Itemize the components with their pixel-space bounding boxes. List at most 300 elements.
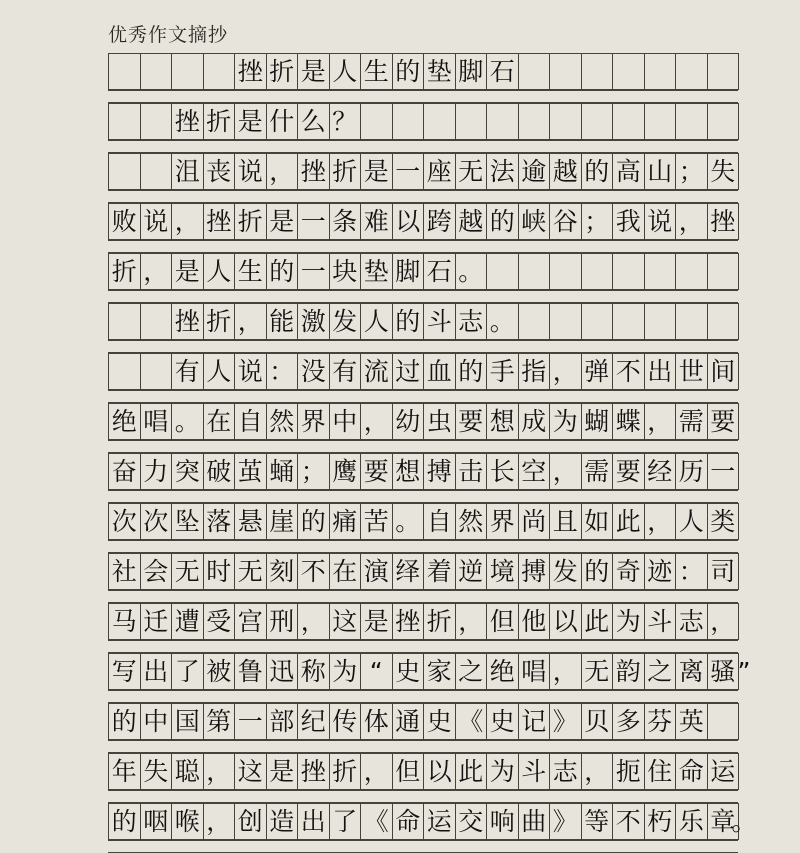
grid-row: [108, 453, 738, 503]
grid-cell: 石: [486, 53, 519, 90]
grid-cell: [108, 153, 141, 190]
grid-row: [108, 803, 757, 853]
grid-cell: 命: [392, 803, 425, 840]
grid-cell: [518, 103, 551, 140]
grid-cell: 苦: [360, 503, 393, 540]
grid-cell: 么: [297, 103, 330, 140]
grid-cell: 想: [392, 453, 425, 490]
grid-cell: 激: [297, 303, 330, 340]
grid-cell: 是: [171, 253, 204, 290]
grid-cell: ，: [644, 403, 677, 440]
grid-row: [108, 653, 751, 703]
grid-cell: 折: [203, 103, 236, 140]
grid-cell: 的: [486, 203, 519, 240]
grid-cell: 弹: [581, 353, 614, 390]
grid-cell: [203, 53, 236, 90]
grid-row: [108, 403, 738, 453]
grid-cell: 发: [329, 303, 362, 340]
grid-cell: [171, 53, 204, 90]
grid-cell: 自: [423, 503, 456, 540]
grid-cell: 多: [612, 703, 645, 740]
grid-row: [108, 53, 738, 103]
row-gap: [108, 490, 738, 503]
grid-cell: 唱: [518, 653, 551, 690]
grid-cell: 造: [266, 803, 299, 840]
grid-cell: 失: [707, 153, 740, 190]
grid-cell: 奇: [612, 553, 645, 590]
grid-cell: 》: [549, 703, 582, 740]
grid-cell: ，: [203, 753, 236, 790]
grid-cell: 要: [360, 453, 393, 490]
grid-cell: 长: [486, 453, 519, 490]
grid-cell: 界: [486, 503, 519, 540]
grid-cell: 一: [297, 203, 330, 240]
grid-cell: 唱: [140, 403, 173, 440]
grid-cell: 想: [486, 403, 519, 440]
grid-cell: 咽: [140, 803, 173, 840]
grid-cell: 无: [581, 653, 614, 690]
grid-cell: ，: [644, 503, 677, 540]
grid-cell: 的: [108, 703, 141, 740]
grid-cell: 司: [707, 553, 740, 590]
grid-cell: 无: [171, 553, 204, 590]
grid-cell: 社: [108, 553, 141, 590]
grid-cell: [675, 303, 708, 340]
grid-cell: 折: [203, 303, 236, 340]
grid-cell: 流: [360, 353, 393, 390]
grid-cell: 斗: [423, 303, 456, 340]
grid-cell: 空: [518, 453, 551, 490]
grid-cell: 是: [360, 603, 393, 640]
grid-cell: 中: [140, 703, 173, 740]
grid-cell: 着: [423, 553, 456, 590]
row-gap: [108, 790, 738, 803]
grid-cell: 指: [518, 353, 551, 390]
grid-cell: ，: [455, 603, 488, 640]
grid-cell: 被: [203, 653, 236, 690]
grid-cell: [644, 303, 677, 340]
grid-cell: 。: [171, 403, 204, 440]
grid-cell: 这: [329, 603, 362, 640]
grid-cell: ，: [234, 303, 267, 340]
grid-cell: 山: [644, 153, 677, 190]
grid-cell: [108, 53, 141, 90]
grid-cell: 。: [455, 253, 488, 290]
grid-cell: 峡: [518, 203, 551, 240]
row-gap: [108, 540, 738, 553]
grid-cell: 曲: [518, 803, 551, 840]
grid-cell: 界: [297, 403, 330, 440]
grid-cell: 经: [644, 453, 677, 490]
grid-cell: 人: [360, 303, 393, 340]
grid-row: [108, 103, 738, 153]
grid-cell: 此: [581, 603, 614, 640]
header-title: 优秀作文摘抄: [108, 24, 229, 46]
grid-cell: 人: [675, 503, 708, 540]
grid-cell: 但: [392, 753, 425, 790]
grid-cell: [140, 303, 173, 340]
grid-cell: 垫: [423, 53, 456, 90]
grid-cell: 家: [423, 653, 456, 690]
grid-cell: [581, 303, 614, 340]
grid-cell: 块: [329, 253, 362, 290]
grid-cell: 间: [707, 353, 740, 390]
grid-cell: 条: [329, 203, 362, 240]
grid-cell: [455, 103, 488, 140]
grid-cell: ；: [581, 203, 614, 240]
grid-cell: [644, 103, 677, 140]
grid-cell: 说: [644, 203, 677, 240]
grid-cell: 演: [360, 553, 393, 590]
grid-cell: 称: [297, 653, 330, 690]
grid-cell: 然: [455, 503, 488, 540]
grid-cell: 不: [297, 553, 330, 590]
grid-cell: 英: [675, 703, 708, 740]
grid-cell: ？: [329, 103, 362, 140]
grid-cell: 生: [234, 253, 267, 290]
grid-cell: 他: [518, 603, 551, 640]
grid-cell: 马: [108, 603, 141, 640]
row-gap: [108, 240, 738, 253]
grid-cell: 以: [392, 203, 425, 240]
grid-cell: 不: [612, 803, 645, 840]
grid-cell: 挫: [297, 153, 330, 190]
grid-cell: ，: [707, 603, 740, 640]
grid-cell: 受: [203, 603, 236, 640]
grid-cell: 什: [266, 103, 299, 140]
row-gap: [108, 690, 738, 703]
grid-cell: 刻: [266, 553, 299, 590]
grid-cell: 落: [203, 503, 236, 540]
grid-cell: 虫: [423, 403, 456, 440]
grid-cell: 史: [423, 703, 456, 740]
grid-cell: ，: [675, 203, 708, 240]
grid-row: [108, 153, 738, 203]
row-gap: [108, 290, 738, 303]
grid-cell: 失: [140, 753, 173, 790]
grid-cell: 出: [644, 353, 677, 390]
grid-cell: 不: [612, 353, 645, 390]
grid-cell: 创: [234, 803, 267, 840]
grid-cell: ；: [297, 453, 330, 490]
grid-cell: [108, 353, 141, 390]
grid-cell: 宫: [234, 603, 267, 640]
grid-cell: 住: [644, 753, 677, 790]
grid-cell: 了: [329, 803, 362, 840]
grid-cell: 写: [108, 653, 141, 690]
grid-cell: 手: [486, 353, 519, 390]
grid-cell: ，: [171, 203, 204, 240]
grid-cell: 崖: [266, 503, 299, 540]
grid-cell: [518, 303, 551, 340]
grid-cell: 刑: [266, 603, 299, 640]
grid-cell: [612, 53, 645, 90]
grid-row: [108, 753, 738, 803]
grid-cell: 骚: [707, 653, 740, 690]
grid-row: [108, 603, 738, 653]
grid-cell: [644, 53, 677, 90]
grid-row: [108, 353, 738, 403]
grid-cell: 为: [329, 653, 362, 690]
row-gap: [108, 440, 738, 453]
row-gap: [108, 640, 738, 653]
grid-cell: [675, 53, 708, 90]
grid-cell: 世: [675, 353, 708, 390]
grid-cell: 高: [612, 153, 645, 190]
grid-cell: 我: [612, 203, 645, 240]
grid-cell: 能: [266, 303, 299, 340]
grid-cell: [486, 253, 519, 290]
grid-cell: ：: [266, 353, 299, 390]
grid-row: [108, 303, 738, 353]
grid-cell: 章: [707, 803, 740, 840]
grid-cell: [108, 103, 141, 140]
grid-cell: 折: [108, 253, 141, 290]
grid-cell: 突: [171, 453, 204, 490]
grid-cell: 逾: [518, 153, 551, 190]
grid-cell: 法: [486, 153, 519, 190]
grid-cell: 的: [108, 803, 141, 840]
grid-cell: 一: [297, 253, 330, 290]
grid-cell: 是: [266, 753, 299, 790]
grid-cell: 会: [140, 553, 173, 590]
grid-cell: [581, 53, 614, 90]
grid-cell: ；: [675, 153, 708, 190]
grid-cell: 如: [581, 503, 614, 540]
grid-cell: 之: [455, 653, 488, 690]
grid-cell: 的: [392, 53, 425, 90]
row-gap: [108, 590, 738, 603]
grid-cell: [581, 103, 614, 140]
grid-cell: 志: [675, 603, 708, 640]
grid-cell: 挫: [203, 203, 236, 240]
grid-cell: 命: [675, 753, 708, 790]
grid-cell: 脚: [455, 53, 488, 90]
grid-cell: [612, 303, 645, 340]
grid-cell: 折: [329, 153, 362, 190]
grid-cell: 搏: [518, 553, 551, 590]
grid-cell: 。: [486, 303, 519, 340]
grid-cell: 为: [549, 403, 582, 440]
grid-cell: 迅: [266, 653, 299, 690]
grid-cell: 》: [549, 803, 582, 840]
grid-cell: 记: [518, 703, 551, 740]
grid-cell: 悬: [234, 503, 267, 540]
grid-cell: 斗: [644, 603, 677, 640]
grid-cell: 挫: [171, 103, 204, 140]
grid-cell: [549, 303, 582, 340]
grid-cell: 以: [423, 753, 456, 790]
grid-cell: [644, 253, 677, 290]
grid-cell: 国: [171, 703, 204, 740]
margin-char: 。: [731, 807, 757, 836]
grid-cell: 力: [140, 453, 173, 490]
grid-cell: [140, 153, 173, 190]
grid-cell: 历: [675, 453, 708, 490]
grid-cell: 石: [423, 253, 456, 290]
grid-cell: [675, 103, 708, 140]
grid-cell: 说: [234, 153, 267, 190]
grid-cell: 丧: [203, 153, 236, 190]
grid-cell: 要: [707, 403, 740, 440]
grid-cell: [707, 703, 740, 740]
grid-cell: ：: [675, 553, 708, 590]
grid-cell: 人: [203, 353, 236, 390]
grid-cell: 运: [707, 753, 740, 790]
grid-cell: 遭: [171, 603, 204, 640]
grid-cell: 一: [707, 453, 740, 490]
grid-cell: 蝶: [612, 403, 645, 440]
grid-cell: 人: [329, 53, 362, 90]
grid-cell: 的: [581, 153, 614, 190]
grid-cell: 绎: [392, 553, 425, 590]
grid-cell: 一: [234, 703, 267, 740]
grid-cell: 越: [455, 203, 488, 240]
grid-cell: 且: [549, 503, 582, 540]
grid-cell: 时: [203, 553, 236, 590]
grid-cell: ，: [549, 453, 582, 490]
grid-cell: 痛: [329, 503, 362, 540]
grid-cell: 难: [360, 203, 393, 240]
grid-cell: 然: [266, 403, 299, 440]
grid-cell: 垫: [360, 253, 393, 290]
grid-cell: 为: [486, 753, 519, 790]
grid-cell: 挫: [297, 753, 330, 790]
grid-cell: 是: [297, 53, 330, 90]
grid-cell: 纪: [297, 703, 330, 740]
grid-cell: 挫: [234, 53, 267, 90]
grid-cell: 通: [392, 703, 425, 740]
grid-cell: ，: [360, 753, 393, 790]
grid-cell: 聪: [171, 753, 204, 790]
grid-cell: 次: [140, 503, 173, 540]
grid-cell: [486, 103, 519, 140]
grid-cell: 越: [549, 153, 582, 190]
grid-cell: 是: [266, 203, 299, 240]
grid-cell: 为: [612, 603, 645, 640]
grid-cell: 尚: [518, 503, 551, 540]
grid-cell: 年: [108, 753, 141, 790]
grid-cell: 说: [140, 203, 173, 240]
grid-cell: 是: [360, 153, 393, 190]
grid-cell: 响: [486, 803, 519, 840]
grid-cell: 要: [612, 453, 645, 490]
grid-cell: 奋: [108, 453, 141, 490]
grid-cell: 的: [392, 303, 425, 340]
grid-cell: 《: [360, 803, 393, 840]
row-gap: [108, 140, 738, 153]
grid-row: [108, 553, 738, 603]
grid-cell: 败: [108, 203, 141, 240]
grid-cell: 以: [549, 603, 582, 640]
margin-char: ”: [737, 657, 751, 686]
grid-cell: 挫: [171, 303, 204, 340]
grid-cell: 出: [297, 803, 330, 840]
grid-cell: 迁: [140, 603, 173, 640]
grid-cell: 鲁: [234, 653, 267, 690]
grid-cell: 次: [108, 503, 141, 540]
grid-cell: 无: [234, 553, 267, 590]
grid-cell: 之: [644, 653, 677, 690]
grid-cell: [612, 103, 645, 140]
grid-cell: 折: [266, 53, 299, 90]
grid-cell: [140, 353, 173, 390]
grid-cell: 此: [455, 753, 488, 790]
grid-cell: 史: [392, 653, 425, 690]
grid-cell: ，: [203, 803, 236, 840]
grid-cell: 搏: [423, 453, 456, 490]
grid-cell: 等: [581, 803, 614, 840]
grid-cell: 跨: [423, 203, 456, 240]
grid-cell: 扼: [612, 753, 645, 790]
grid-cell: 蝴: [581, 403, 614, 440]
grid-cell: 运: [423, 803, 456, 840]
grid-cell: 逆: [455, 553, 488, 590]
grid-cell: 需: [675, 403, 708, 440]
row-gap: [108, 190, 738, 203]
grid-cell: 绝: [108, 403, 141, 440]
grid-cell: 生: [360, 53, 393, 90]
grid-cell: 挫: [392, 603, 425, 640]
grid-cell: 斗: [518, 753, 551, 790]
grid-cell: 此: [612, 503, 645, 540]
grid-cell: [707, 253, 740, 290]
grid-row: [108, 203, 738, 253]
row-gap: [108, 840, 738, 853]
row-gap: [108, 740, 738, 753]
grid-cell: [140, 103, 173, 140]
grid-cell: 离: [675, 653, 708, 690]
grid-cell: ，: [266, 153, 299, 190]
grid-cell: [612, 253, 645, 290]
grid-cell: 击: [455, 453, 488, 490]
grid-cell: [581, 253, 614, 290]
grid-row: [108, 703, 738, 753]
grid-row: [108, 503, 738, 553]
grid-cell: 有: [171, 353, 204, 390]
grid-cell: 无: [455, 153, 488, 190]
grid-cell: ，: [140, 253, 173, 290]
grid-cell: ，: [549, 653, 582, 690]
grid-cell: 茧: [234, 453, 267, 490]
grid-cell: 脚: [392, 253, 425, 290]
grid-row: [108, 253, 738, 303]
grid-cell: 折: [423, 603, 456, 640]
grid-cell: 说: [234, 353, 267, 390]
grid-cell: 体: [360, 703, 393, 740]
grid-cell: [518, 53, 551, 90]
grid-cell: [549, 253, 582, 290]
grid-cell: 的: [455, 353, 488, 390]
grid-cell: [707, 53, 740, 90]
grid-cell: 挫: [707, 203, 740, 240]
grid-cell: 史: [486, 703, 519, 740]
grid-cell: 在: [203, 403, 236, 440]
grid-cell: 类: [707, 503, 740, 540]
grid-cell: [392, 103, 425, 140]
grid-cell: 芬: [644, 703, 677, 740]
grid-cell: 这: [234, 753, 267, 790]
grid-cell: 是: [234, 103, 267, 140]
grid-cell: 谷: [549, 203, 582, 240]
grid-cell: 需: [581, 453, 614, 490]
grid-cell: ，: [360, 403, 393, 440]
grid-cell: 要: [455, 403, 488, 440]
grid-cell: 志: [455, 303, 488, 340]
grid-cell: 一: [392, 153, 425, 190]
grid-cell: 自: [234, 403, 267, 440]
grid-cell: ，: [297, 603, 330, 640]
